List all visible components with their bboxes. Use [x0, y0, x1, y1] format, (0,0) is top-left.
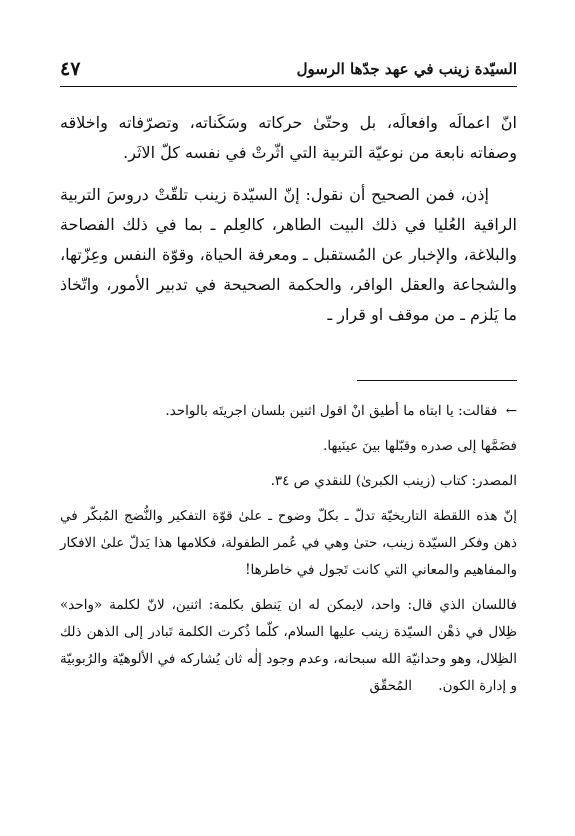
footnote-text: فاللسان الذي قال: واحد، لايمكن له ان يَنطق بكلمة: اثنين، لانّ لكلمة «واحد» ظِلال في ذهْن السيّدة زينب عليها السلام، كلّما ذُكرت الكلمة تَبادر إلى الذهن ذلك الظِلال، وهو وحدانيّة الله سبحانه، وعدم وجود إلٰه ثان يُشاركه في الألوهيّة والرُبوبيّة و إدارة الكون. [60, 597, 517, 694]
continuation-arrow-icon: ← [505, 403, 517, 419]
footnotes [60, 398, 517, 708]
footnote-divider [357, 380, 517, 381]
footnote-explanation [60, 592, 517, 700]
footnote-text: فضَمَّها إلى صدره وقبّلها بينَ عينَيها. [323, 438, 517, 454]
footnote-commentary: إنّ هذه اللقطة التاريخيّة تدلّ ـ بكلّ وضوح ـ علىٰ قوّة التفكير والنُّضج المُبكّر في ذهن وفكر السيّدة زينب، حتىٰ وهي في عُمر الطفولة، فكلامها هذا يَدلّ علىٰ الافكار والمفاهيم والمعاني التي كانت تَجول في خاطرها! [60, 508, 517, 578]
footnote-text: فقالت: يا ابتاه ما أطيق انْ اقول اثنين بلسان اجريتَه بالواحد. [165, 403, 498, 419]
footnote-source: المصدر: كتاب (زينب الكبرىٰ) للنقدي ص ٣٤. [270, 473, 517, 489]
page-number: ٤٧ [60, 58, 81, 80]
footnote-signature: المُحقّق [369, 678, 412, 694]
page-header [60, 58, 517, 87]
footnote-continued [60, 398, 517, 425]
running-title: السيّدة زينب في عهد جدّها الرسول [296, 60, 517, 78]
main-body-text [60, 108, 517, 342]
body-paragraph: انّ اعمالَه وافعالَه، بل وحتّىٰ حركاته وسَكَناته، وتصرّفاته واخلاقه وصفاته نابعة من نوعيّة التربية التي اثّرتْ في نفسه كلّ الاثَر. [60, 113, 517, 162]
body-paragraph: إذن، فمن الصحيح أن نقول: إنّ السيّدة زينب تلقّتْ دروسَ التربية الراقية العُليا في ذلك البيت الطاهر، كالعِلم ـ بما في ذلك الفصاحة والبلاغة، والإخبار عن المُستقبل ـ ومعرفة الحياة، وقوّة النفس وعِزّتها، والشجاعة والعقل الوافر، والحكمة الصحيحة في تدبير الأمور، واتّخاذ ما يَلزم ـ من موقف او قرار ـ [60, 185, 517, 324]
